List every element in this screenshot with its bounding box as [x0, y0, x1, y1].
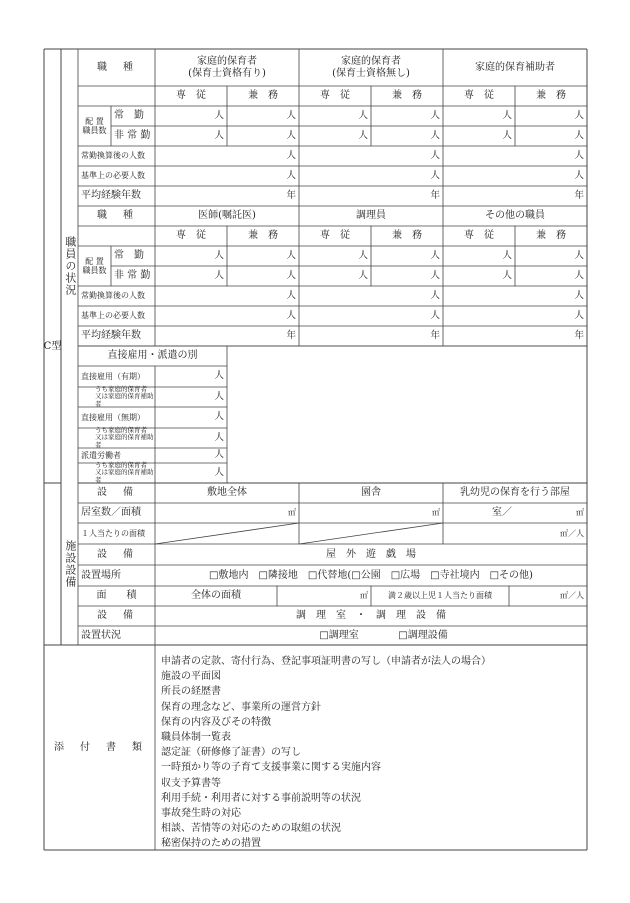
count-cell: 人: [286, 249, 296, 261]
kitchen-equip-option: □調理設備: [398, 629, 448, 641]
senju-header: 専 従: [464, 230, 494, 242]
count-cell: 人: [430, 129, 440, 141]
count-cell: 人: [502, 269, 512, 281]
count-cell: 人: [214, 109, 224, 121]
c-type-label: C型: [43, 341, 62, 353]
attachment-item: 所長の経歴書: [161, 686, 221, 698]
count-cell: 人: [502, 249, 512, 261]
haichi-label: 配 置 職員数: [82, 116, 107, 135]
count-cell: 人: [574, 109, 584, 121]
count-cell: 人: [358, 109, 368, 121]
count-cell: 人: [214, 129, 224, 141]
count-cell: 人: [574, 169, 584, 181]
header-shokushu: 職 種: [97, 61, 136, 73]
m2-per-cell: ㎡／人: [560, 591, 584, 601]
keiken-label: 平均経験年数: [81, 330, 141, 342]
m2-cell: ㎡: [432, 508, 440, 518]
count-cell: 人: [574, 289, 584, 301]
hijokin-label: 非 常 勤: [114, 130, 151, 142]
m2-cell: ㎡: [288, 508, 296, 518]
count-cell: 人: [286, 269, 296, 281]
senju-header: 専 従: [320, 230, 350, 242]
kansan-label: 常勤換算後の人数: [81, 151, 145, 161]
header-shokushu: 職 種: [97, 210, 136, 222]
attachment-item: 施設の平面図: [161, 671, 221, 683]
kansan-label: 常勤換算後の人数: [81, 291, 145, 301]
count-cell: 人: [214, 431, 224, 443]
grid-line: [155, 523, 299, 544]
staff-type-header: 医師(嘱託医): [198, 210, 256, 222]
site-header: 敷地全体: [207, 487, 247, 499]
count-cell: 人: [430, 269, 440, 281]
count-cell: 人: [286, 109, 296, 121]
years-cell: 年: [430, 329, 440, 341]
senju-header: 専 従: [176, 90, 206, 102]
setchi-jokyo-label: 設置状況: [81, 629, 121, 641]
attachment-item: 保育の内容及びその特徴: [161, 716, 271, 728]
count-cell: 人: [214, 466, 224, 478]
attachment-item: 相談、苦情等の対応のための取組の状況: [161, 823, 341, 835]
years-cell: 年: [574, 189, 584, 201]
kijun-label: 基準上の必要人数: [81, 311, 145, 321]
room-count-label: 居室数／面積: [81, 507, 141, 519]
count-cell: 人: [214, 449, 224, 461]
count-cell: 人: [430, 289, 440, 301]
count-cell: 人: [430, 109, 440, 121]
staff-type-header: 家庭的保育補助者: [475, 61, 555, 73]
kenmu-header: 兼 務: [392, 230, 422, 242]
setsubi-label: 設 備: [97, 548, 136, 560]
count-cell: 人: [502, 129, 512, 141]
haichi-label: 配 置 職員数: [82, 256, 107, 275]
count-cell: 人: [574, 149, 584, 161]
attachment-item: 秘密保持のための措置: [161, 838, 261, 850]
senju-header: 専 従: [176, 230, 206, 242]
count-cell: 人: [214, 411, 224, 423]
count-cell: 人: [574, 309, 584, 321]
count-cell: 人: [574, 129, 584, 141]
kitchen-room-option: □調理室: [319, 629, 359, 641]
senju-header: 専 従: [464, 90, 494, 102]
count-cell: 人: [286, 309, 296, 321]
count-cell: 人: [214, 370, 224, 382]
area-label: 面 積: [96, 590, 137, 602]
kenmu-header: 兼 務: [392, 90, 422, 102]
count-cell: 人: [214, 269, 224, 281]
kenmu-header: 兼 務: [248, 90, 278, 102]
years-cell: 年: [286, 329, 296, 341]
count-cell: 人: [286, 149, 296, 161]
attachment-item: 収支予算書等: [161, 777, 221, 789]
count-cell: 人: [574, 269, 584, 281]
employment-row-label: 派遣労働者: [81, 450, 121, 460]
senju-header: 専 従: [320, 90, 350, 102]
attachment-item: 職員体制一覧表: [161, 732, 231, 743]
count-cell: 人: [430, 249, 440, 261]
count-cell: 人: [358, 129, 368, 141]
kijun-label: 基準上の必要人数: [81, 171, 145, 181]
count-cell: 人: [286, 169, 296, 181]
employment-row-label: うち家庭的保育者 又は家庭的保育補助者: [95, 426, 154, 449]
count-cell: 人: [430, 149, 440, 161]
m2-cell: ㎡: [576, 508, 584, 518]
count-cell: 人: [574, 249, 584, 261]
kenmu-header: 兼 務: [536, 230, 566, 242]
attachment-item: 認定証（研修修了証書）の写し: [161, 747, 301, 759]
attachment-item: 利用手続・利用者に対する事前説明等の状況: [161, 792, 361, 804]
setsubi-label: 設 備: [97, 487, 136, 499]
staff-status-label: 職員の状況: [63, 236, 77, 296]
place-options: □敷地内 □隣接地 □代替地(□公園 □広場 □寺社境内 □その他): [209, 569, 533, 581]
kenmu-header: 兼 務: [248, 230, 278, 242]
years-cell: 年: [574, 329, 584, 341]
count-cell: 人: [358, 269, 368, 281]
m2-per-cell: ㎡／人: [560, 528, 584, 538]
count-cell: 人: [286, 129, 296, 141]
kenmu-header: 兼 務: [536, 90, 566, 102]
grid-line: [299, 523, 443, 544]
employment-row-label: 直接雇用（有期）: [81, 371, 145, 381]
kitchen-header: 調 理 室 ・ 調 理 設 備: [296, 610, 446, 622]
attachment-item: 事故発生時の対応: [161, 808, 241, 819]
per-person-label: １人当たりの面積: [81, 528, 145, 538]
count-cell: 人: [214, 249, 224, 261]
employment-row-label: うち家庭的保育者 又は家庭的保育補助者: [95, 385, 154, 408]
staff-type-header: 家庭的保育者 (保育士資格有り): [188, 56, 266, 79]
attachments-label: 添 付 書 類: [54, 741, 145, 753]
setchi-basho-label: 設置場所: [81, 569, 121, 581]
count-cell: 人: [430, 309, 440, 321]
staff-type-header: その他の職員: [485, 210, 545, 222]
jokin-label: 常 勤: [114, 110, 144, 122]
keiken-label: 平均経験年数: [81, 190, 141, 202]
staff-type-header: 家庭的保育者 (保育士資格無し): [332, 56, 410, 79]
setsubi-label: 設 備: [97, 610, 136, 622]
m2-cell: ㎡: [360, 591, 368, 601]
count-cell: 人: [358, 249, 368, 261]
years-cell: 年: [286, 189, 296, 201]
count-cell: 人: [286, 289, 296, 301]
count-cell: 人: [214, 390, 224, 402]
infant-room-header: 乳幼児の保育を行う部屋: [460, 487, 570, 499]
employment-row-label: 直接雇用（無期）: [81, 412, 145, 422]
employment-title: 直接雇用・派遣の別: [107, 350, 198, 362]
employment-row-label: うち家庭的保育者 又は家庭的保育補助者: [95, 461, 154, 484]
count-cell: 人: [502, 109, 512, 121]
building-header: 園舎: [361, 487, 381, 499]
count-cell: 人: [430, 169, 440, 181]
attachment-item: 一時預かり等の子育て支援事業に関する実施内容: [161, 762, 381, 774]
jokin-label: 常 勤: [114, 250, 144, 262]
total-area-label: 全体の面積: [191, 590, 241, 602]
hijokin-label: 非 常 勤: [114, 270, 151, 282]
attachment-item: 保育の理念など、事業所の運営方針: [161, 701, 321, 713]
staff-type-header: 調理員: [356, 210, 386, 222]
years-cell: 年: [430, 189, 440, 201]
attachment-item: 申請者の定款、寄付行為、登記事項証明書の写し（申請者が法人の場合）: [161, 656, 491, 667]
facility-label: 施設設備: [63, 540, 77, 588]
outdoor-header: 屋 外 遊 戯 場: [326, 548, 416, 560]
room-cell: 室／: [492, 507, 512, 519]
over2-label: 満２歳以上児１人当たり面積: [388, 591, 492, 601]
